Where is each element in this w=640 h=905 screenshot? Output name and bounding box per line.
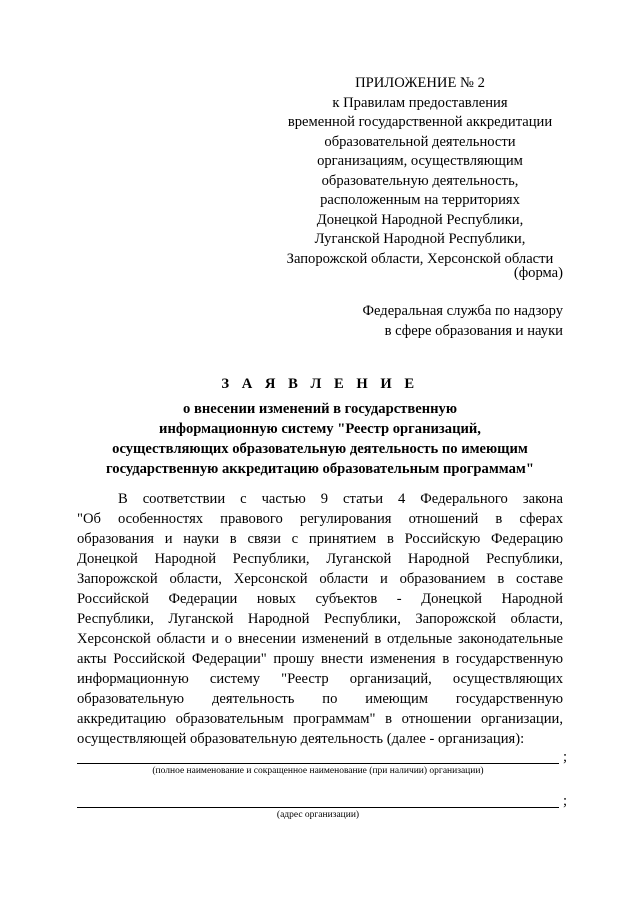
recipient-line: в сфере образования и науки: [384, 322, 563, 339]
annex-line: организациям, осуществляющим: [317, 153, 523, 169]
annex-line: ПРИЛОЖЕНИЕ № 2: [355, 75, 485, 91]
subtitle-line: государственную аккредитацию образовательным программам": [106, 461, 534, 477]
annex-line: образовательную деятельность,: [321, 172, 519, 189]
document-subtitle: [60, 399, 580, 479]
body-line: Донецкой Народной Республики, Луганской Народной Республики,: [77, 551, 563, 567]
subtitle-line: осуществляющих образовательную деятельность по имеющим: [112, 441, 528, 457]
body-line: Запорожской области, Херсонской области и образованием в составе: [77, 571, 563, 587]
body-line: информационную систему "Реестр организаций, осуществляющих: [77, 671, 563, 687]
annex-line: к Правилам предоставления: [332, 94, 508, 111]
subtitle-line: о внесении изменений в государственную: [183, 401, 457, 417]
form-label: (форма): [513, 265, 563, 281]
document-title: З А Я В Л Е Н И Е: [221, 376, 419, 392]
field-terminator: ;: [562, 749, 567, 765]
annex-line: Луганской Народной Республики,: [314, 231, 526, 247]
body-line: аккредитацию образовательным программам" в отношении организации,: [77, 711, 563, 727]
annex-line: Донецкой Народной Республики,: [316, 211, 524, 228]
body-line: образования и науки в связи с принятием в Российскую Федерацию: [77, 531, 563, 547]
org-address-blank-line[interactable]: [77, 791, 559, 808]
org-name-caption: (полное наименование и сокращенное наименование (при наличии) организации): [152, 766, 484, 776]
body-line: "Об особенностях правового регулирования отношений в сферах: [77, 511, 563, 527]
body-line: Херсонской области и о внесении изменений в отдельные законодательные: [77, 631, 563, 647]
annex-line: временной государственной аккредитации: [287, 114, 553, 130]
org-address-field[interactable]: [77, 791, 567, 820]
annex-header: [250, 74, 590, 269]
body-line: осуществляющей образовательную деятельность (далее - организация):: [77, 731, 525, 747]
body-line: акты Российской Федерации" прошу внести изменения в государственную: [77, 651, 563, 667]
annex-line: Запорожской области, Херсонской области: [286, 250, 554, 267]
annex-line: расположенным на территориях: [320, 192, 520, 208]
body-line: Республики, Луганской Народной Республики, Запорожской области,: [77, 611, 563, 627]
org-address-caption: (адрес организации): [276, 810, 360, 820]
recipient-block: [362, 302, 563, 341]
body-paragraph: [77, 489, 563, 749]
org-name-blank-line[interactable]: [77, 747, 559, 764]
recipient-line: Федеральная служба по надзору: [362, 303, 563, 319]
body-line: В соответствии с частью 9 статьи 4 Федерального закона: [118, 491, 563, 507]
annex-line: образовательной деятельности: [324, 133, 516, 150]
body-line: Российской Федерации новых субъектов - Донецкой Народной: [77, 591, 563, 607]
subtitle-line: информационную систему "Реестр организаций,: [159, 421, 481, 437]
body-line: образовательную деятельность по имеющим государственную: [77, 691, 563, 707]
org-name-field[interactable]: [77, 747, 567, 776]
field-terminator: ;: [562, 793, 567, 809]
